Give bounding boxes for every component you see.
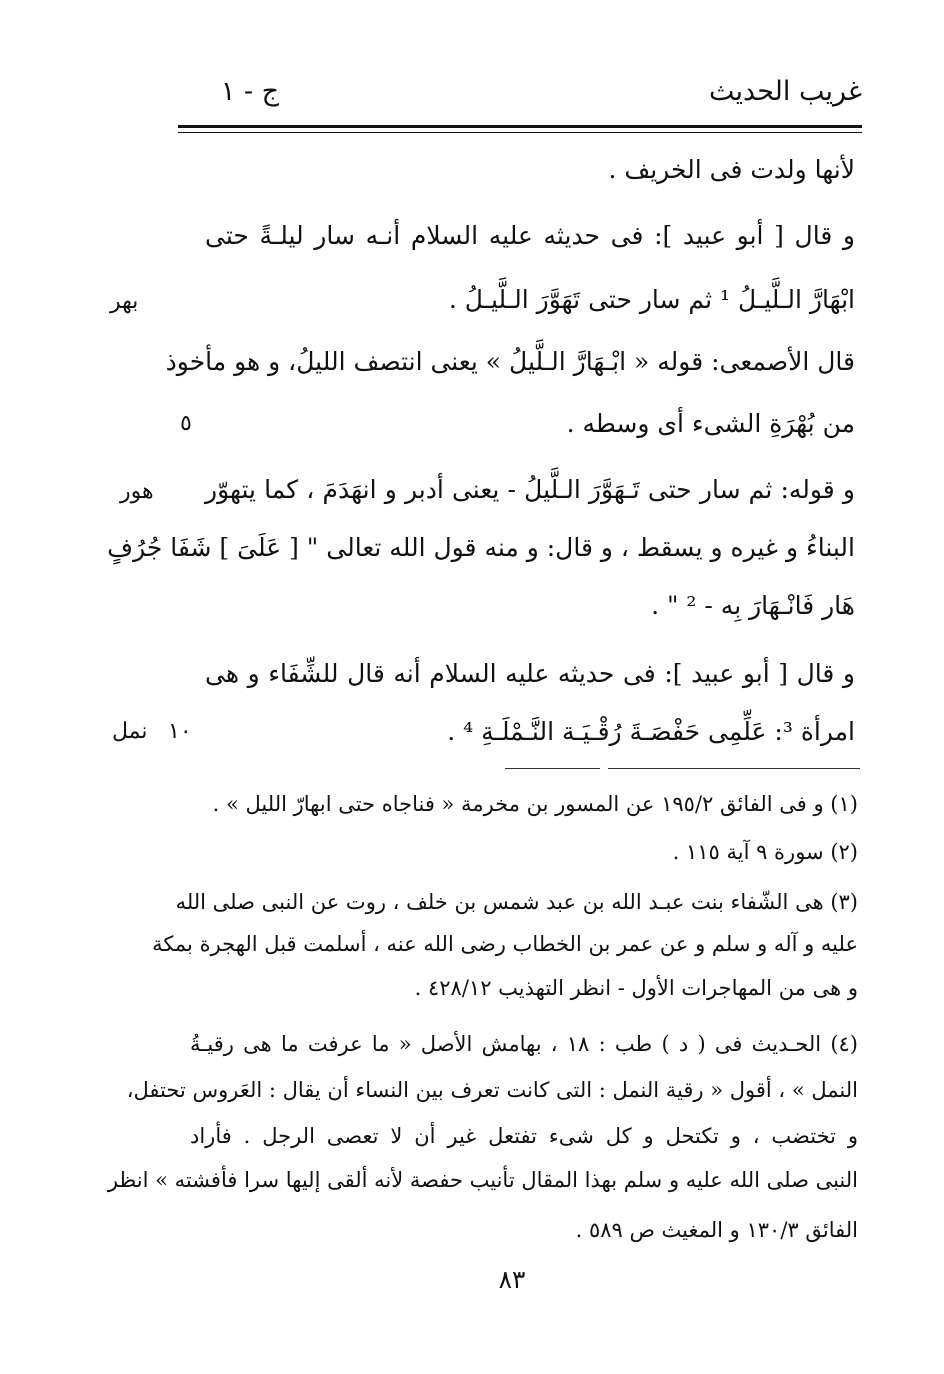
footnote-line: النمل » ، أقول « رقية النمل : التى كانت تعرف بين النساء أن يقال : العَروس تحتفل،	[126, 1078, 858, 1102]
body-line: البناءُ و غيره و يسقط ، و قال: و منه قول الله تعالى " [ عَلَىَ ] شَفَا جُرُفٍ	[107, 533, 855, 562]
body-line: هَار فَانْـهَارَ بِه - ² " .	[651, 591, 855, 620]
body-line: قال الأصمعى: قوله « ابْـهَارَّ الـلَّيلُ » يعنى انتصف الليلُ، و هو مأخوذ	[165, 347, 855, 376]
footnote-line: عليه و آله و سلم و عن عمر بن الخطاب رضى الله عنه ، أسلمت قبل الهجرة بمكة	[152, 932, 858, 956]
margin-line-number-5: ٥	[180, 411, 192, 436]
margin-root-bahr: بهر	[110, 289, 139, 314]
volume-label: ج - ١	[220, 76, 280, 107]
footnote-separator	[505, 768, 600, 769]
margin-line-number-10: ١٠	[168, 719, 192, 744]
body-line: و قال [ أبو عبيد ]: فى حديثه عليه السلام أنه قال للشِّفَاء و هى	[205, 659, 855, 688]
book-title: غريب الحديث	[709, 76, 862, 107]
footnote-line: (٣) هى الشّفاء بنت عبـد الله بن عبد شمس بن خلف ، روت عن النبى صلى الله	[175, 890, 858, 914]
footnote-line: (٤) الحـديث فى ( د ) طب : ١٨ ، بهامش الأصل « ما عرفت ما هى رقيـةُ	[190, 1032, 858, 1056]
body-line: و قال [ أبو عبيد ]: فى حديثه عليه السلام أنـه سار ليلـةً حتى	[205, 221, 855, 250]
footnote-separator	[608, 768, 860, 769]
footnote-line: (٢) سورة ٩ آية ١١٥ .	[672, 840, 858, 864]
page-number: ٨٣	[498, 1265, 526, 1294]
footnote-line: و تختضب ، و تكتحل و كل شىء تفتعل غير أن لا تعصى الرجل . فأراد	[190, 1124, 858, 1148]
body-line: امرأة ³: عَلِّمِى حَفْصَـةَ رُقْـيَـة النَّـمْلَـةِ ⁴ .	[447, 717, 855, 746]
footnote-line: (١) و فى الفائق ١٩٥/٢ عن المسور بن مخرمة « فناجاه حتى ابهارّ الليل » .	[212, 792, 858, 816]
margin-root-hawr: هور	[120, 479, 154, 504]
header-rule-thick	[178, 125, 862, 128]
body-line: لأنها ولدت فى الخريف .	[608, 155, 855, 184]
header-rule-thin	[178, 132, 862, 133]
footnote-line: الفائق ١٣٠/٣ و المغيث ص ٥٨٩ .	[575, 1218, 858, 1242]
footnote-line: و هى من المهاجرات الأول - انظر التهذيب ٤٢٨/١٢ .	[414, 976, 858, 1000]
footnote-line: النبى صلى الله عليه و سلم بهذا المقال تأنيب حفصة لأنه ألقى إليها سرا فأفشته » انظر	[107, 1168, 858, 1192]
margin-root-naml: نمل	[112, 719, 148, 744]
body-line: و قوله: ثم سار حتى تَـهَوَّرَ الـلَّيلُ - يعنى أدبر و انهَدَمَ ، كما يتهوّر	[205, 475, 855, 504]
body-line: من بُهْرَةِ الشىء أى وسطه .	[566, 409, 855, 438]
body-line: ابْهَارَّ الـلَّيـلُ ¹ ثم سار حتى تَهَوَّرَ الـلَّيـلُ .	[448, 285, 855, 314]
